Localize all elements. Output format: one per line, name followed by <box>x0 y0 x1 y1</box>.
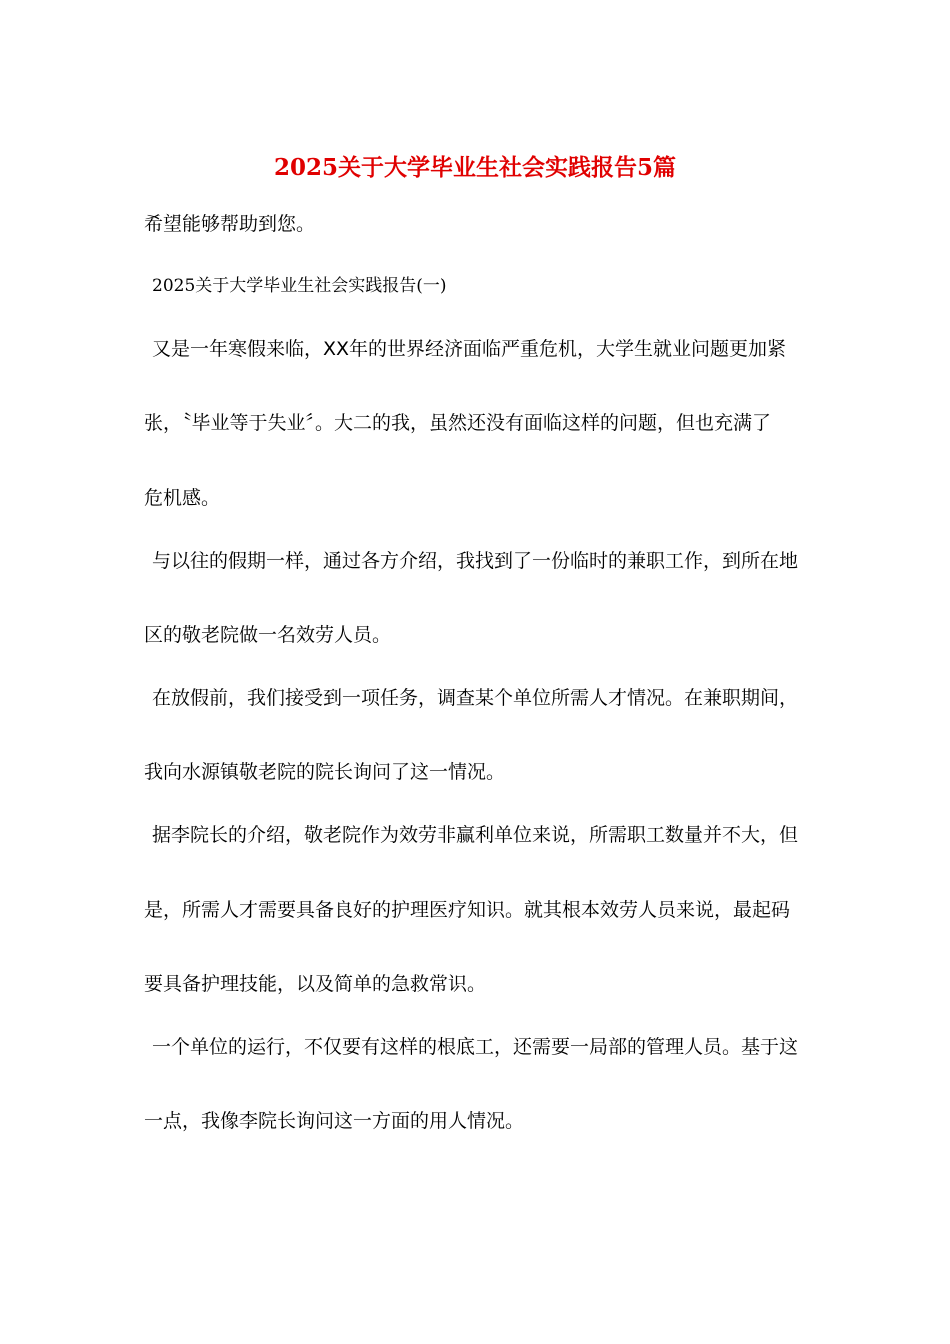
paragraph-line: 又是一年寒假来临，XX年的世界经济面临严重危机，大学生就业问题更加紧 <box>152 338 787 360</box>
paragraph-line: 危机感。 <box>144 487 221 509</box>
paragraph-line: 一个单位的运行，不仅要有这样的根底工，还需要一局部的管理人员。基于这 <box>152 1036 799 1058</box>
paragraph-line: 我向水源镇敬老院的院长询问了这一情况。 <box>144 761 506 783</box>
section-heading: 2025关于大学毕业生社会实践报告(一) <box>152 276 447 296</box>
document-title: 2025关于大学毕业生社会实践报告5篇 <box>273 154 677 181</box>
paragraph-line: 据李院长的介绍，敬老院作为效劳非赢利单位来说，所需职工数量并不大，但 <box>152 824 799 846</box>
paragraph-line: 区的敬老院做一名效劳人员。 <box>144 624 392 646</box>
paragraph-line: 张，〝毕业等于失业〞。大二的我，虽然还没有面临这样的问题，但也充满了 <box>144 412 772 434</box>
paragraph-line: 是，所需人才需要具备良好的护理医疗知识。就其根本效劳人员来说，最起码 <box>144 899 791 921</box>
paragraph-line: 一点，我像李院长询问这一方面的用人情况。 <box>144 1110 525 1132</box>
paragraph-line: 与以往的假期一样，通过各方介绍，我找到了一份临时的兼职工作，到所在地 <box>152 550 799 572</box>
paragraph-line: 要具备护理技能，以及简单的急救常识。 <box>144 973 487 995</box>
paragraph-line: 在放假前，我们接受到一项任务，调查某个单位所需人才情况。在兼职期间， <box>152 687 799 709</box>
intro-text: 希望能够帮助到您。 <box>144 213 316 235</box>
